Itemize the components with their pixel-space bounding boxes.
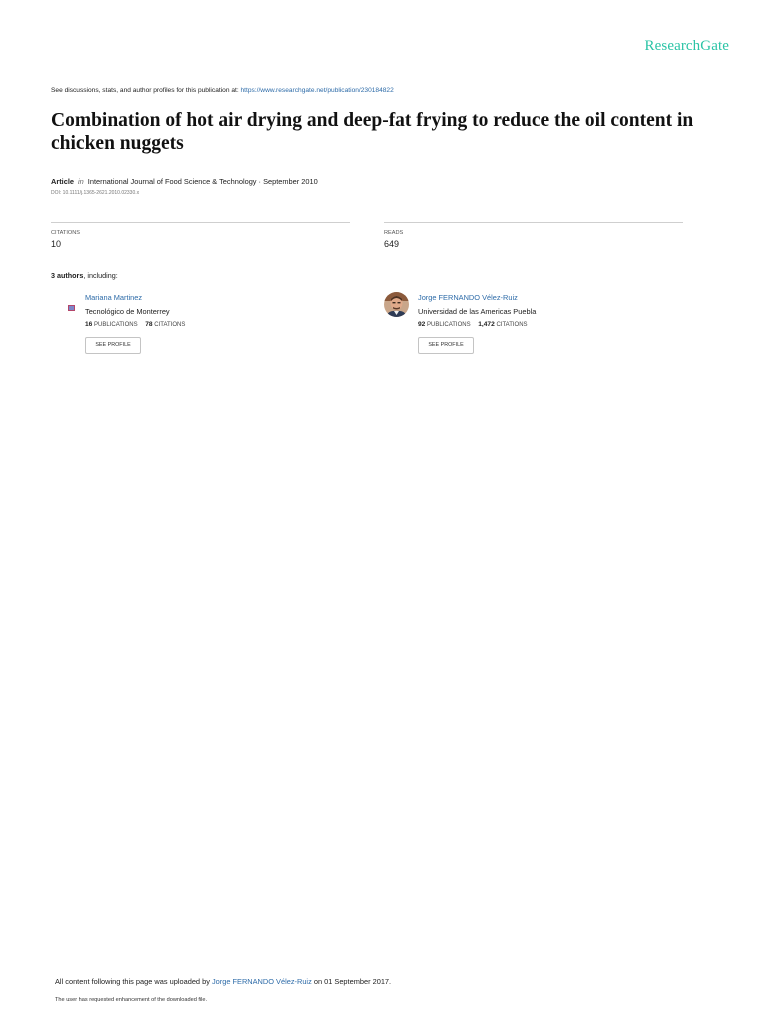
citations-count: 78 (145, 321, 153, 328)
citations-label: CITATIONS (496, 322, 528, 328)
author-stats (85, 321, 185, 328)
author-name[interactable]: Jorge FERNANDO Vélez-Ruiz (418, 293, 518, 302)
publications-label: PUBLICATIONS (94, 322, 138, 328)
profile-photo-image (384, 292, 409, 317)
publication-meta (51, 177, 318, 186)
author-card (51, 292, 351, 356)
author-institution: Universidad de las Americas Puebla (418, 307, 537, 316)
reads-value: 649 (384, 239, 400, 249)
journal-name[interactable]: International Journal of Food Science & Technology · September 2010 (87, 177, 318, 186)
author-stats (418, 321, 528, 328)
authors-heading (51, 271, 118, 280)
discussion-line (51, 87, 394, 94)
upload-suffix: on 01 September 2017. (313, 977, 392, 986)
see-profile-button[interactable]: SEE PROFILE (418, 337, 474, 354)
author-institution: Tecnológico de Monterrey (85, 307, 170, 316)
doi: DOI: 10.1111/j.1365-2621.2010.02330.x (51, 190, 140, 196)
author-card (384, 292, 684, 356)
citations-label: CITATIONS (154, 322, 186, 328)
flag-icon (68, 305, 75, 311)
reads-divider (384, 222, 683, 223)
reads-label: READS (384, 230, 404, 236)
citations-count: 1,472 (478, 321, 495, 328)
upload-line (55, 977, 391, 986)
discussion-prefix: See discussions, stats, and author profiles for this publication at: (51, 87, 239, 94)
enhancement-note: The user has requested enhancement of the downloaded file. (55, 997, 208, 1003)
publications-count: 92 (418, 321, 426, 328)
profile-photo[interactable] (384, 292, 409, 317)
uploader-link[interactable]: Jorge FERNANDO Vélez-Ruiz (211, 977, 312, 986)
publication-link[interactable]: https://www.researchgate.net/publication/230184822 (240, 87, 394, 94)
authors-suffix: , including: (83, 271, 118, 280)
authors-count: 3 authors (51, 271, 84, 280)
citations-value: 10 (51, 239, 62, 249)
publication-type: Article (51, 177, 75, 186)
citations-divider (51, 222, 350, 223)
publications-label: PUBLICATIONS (427, 322, 471, 328)
researchgate-logo[interactable]: ResearchGate (644, 38, 729, 54)
citations-label: CITATIONS (51, 230, 81, 236)
in-word: in (78, 177, 84, 186)
publication-title: Combination of hot air drying and deep-fat frying to reduce the oil content in chicken nuggets (51, 110, 694, 154)
publications-count: 16 (85, 321, 93, 328)
upload-prefix: All content following this page was uploaded by (55, 977, 210, 986)
see-profile-button[interactable]: SEE PROFILE (85, 337, 141, 354)
author-name[interactable]: Mariana Martinez (85, 293, 143, 302)
